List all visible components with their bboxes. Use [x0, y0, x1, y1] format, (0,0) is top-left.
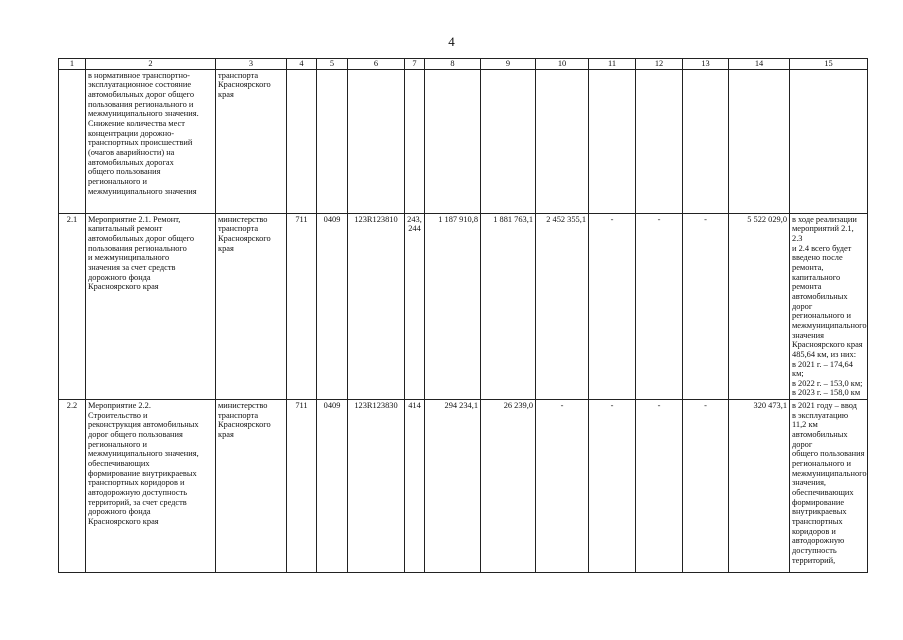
column-header: 10 — [536, 59, 589, 70]
column-header: 13 — [683, 59, 729, 70]
column-header: 7 — [405, 59, 425, 70]
column-header: 9 — [481, 59, 536, 70]
total-amount-cell — [729, 69, 790, 213]
amount-cell — [425, 69, 481, 213]
amount-cell: - — [636, 213, 683, 399]
section-code-cell: 0409 — [317, 213, 348, 399]
total-amount-cell: 5 522 029,0 — [729, 213, 790, 399]
expected-result-cell: в 2021 году – ввод в эксплуатацию 11,2 км автомобильных дорог общего пользования регионального и межмуниципального значения, обеспечивающих формирование внутрикраевых транспортных коридоров и автодорожную доступность территорий, — [790, 400, 868, 573]
column-header: 1 — [59, 59, 86, 70]
responsible-executor-cell: министерство транспорта Красноярского края — [216, 213, 287, 399]
amount-cell — [589, 69, 636, 213]
budget-table — [58, 58, 868, 573]
amount-cell: - — [589, 400, 636, 573]
target-article-cell — [348, 69, 405, 213]
total-amount-cell: 320 473,1 — [729, 400, 790, 573]
amount-cell — [683, 69, 729, 213]
amount-cell: 26 239,0 — [481, 400, 536, 573]
section-code-cell: 0409 — [317, 400, 348, 573]
amount-cell — [536, 69, 589, 213]
code-cell — [287, 69, 317, 213]
activity-description-cell: в нормативное транспортно- эксплуатационное состояние автомобильных дорог общего пользования регионального и межмуниципального значения. Снижение количества мест концентрации дорожно- транспортных происшествий (очагов аварийности) на автомобильных дорогах общего пользования регионального и межмуниципального значения — [86, 69, 216, 213]
column-header: 12 — [636, 59, 683, 70]
table-row — [59, 400, 868, 573]
amount-cell: - — [636, 400, 683, 573]
row-number-cell: 2.2 — [59, 400, 86, 573]
amount-cell: 2 452 355,1 — [536, 213, 589, 399]
code-cell: 711 — [287, 400, 317, 573]
column-header: 14 — [729, 59, 790, 70]
amount-cell: - — [589, 213, 636, 399]
column-header: 6 — [348, 59, 405, 70]
table-row — [59, 69, 868, 213]
page-number: 4 — [448, 34, 455, 49]
amount-cell: 1 187 910,8 — [425, 213, 481, 399]
expense-type-cell: 243, 244 — [405, 213, 425, 399]
target-article-cell: 123R123830 — [348, 400, 405, 573]
section-code-cell — [317, 69, 348, 213]
amount-cell — [636, 69, 683, 213]
expected-result-cell — [790, 69, 868, 213]
amount-cell: - — [683, 213, 729, 399]
expected-result-cell: в ходе реализации мероприятий 2.1, 2.3 и 2.4 всего будет введено после ремонта, капитального ремонта автомобильных дорог регионального и межмуниципального значения Красноярского края 485,64 км, из них: в 2021 г. – 174,64 км; в 2022 г. – 153,0 км; в 2023 г. – 158,0 км — [790, 213, 868, 399]
activity-description-cell: Мероприятие 2.1. Ремонт, капитальный ремонт автомобильных дорог общего пользования регионального и межмуниципального значения за счет средств дорожного фонда Красноярского края — [86, 213, 216, 399]
expense-type-cell — [405, 69, 425, 213]
column-header: 15 — [790, 59, 868, 70]
amount-cell: - — [683, 400, 729, 573]
header-row — [59, 59, 868, 70]
amount-cell: - — [536, 400, 589, 573]
column-header: 2 — [86, 59, 216, 70]
amount-cell: 294 234,1 — [425, 400, 481, 573]
column-header: 11 — [589, 59, 636, 70]
expense-type-cell: 414 — [405, 400, 425, 573]
column-header: 8 — [425, 59, 481, 70]
target-article-cell: 123R123810 — [348, 213, 405, 399]
row-number-cell — [59, 69, 86, 213]
column-header: 5 — [317, 59, 348, 70]
column-header: 3 — [216, 59, 287, 70]
amount-cell — [481, 69, 536, 213]
responsible-executor-cell: министерство транспорта Красноярского края — [216, 400, 287, 573]
table-row — [59, 213, 868, 399]
responsible-executor-cell: транспорта Красноярского края — [216, 69, 287, 213]
code-cell: 711 — [287, 213, 317, 399]
column-header: 4 — [287, 59, 317, 70]
amount-cell: 1 881 763,1 — [481, 213, 536, 399]
activity-description-cell: Мероприятие 2.2. Строительство и реконструкция автомобильных дорог общего пользования регионального и межмуниципального значения, обеспечивающих формирование внутрикраевых транспортных коридоров и автодорожную доступность территорий, за счет средств дорожного фонда Красноярского края — [86, 400, 216, 573]
row-number-cell: 2.1 — [59, 213, 86, 399]
